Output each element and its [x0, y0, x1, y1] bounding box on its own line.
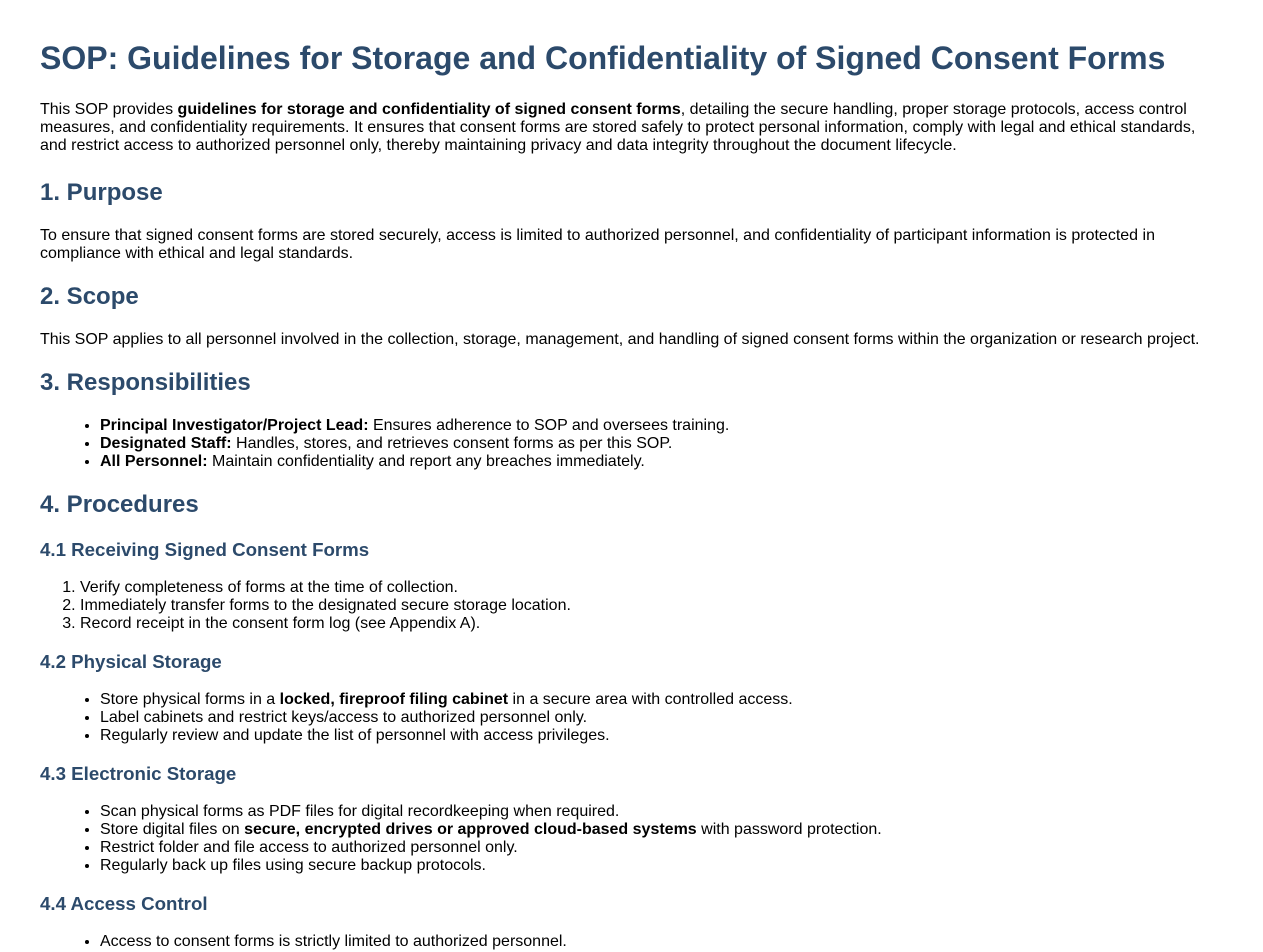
- list-item: • Access to consent forms is strictly limited to authorized personnel.: [100, 933, 1223, 951]
- role-label: Principal Investigator/Project Lead:: [100, 417, 369, 434]
- intro-paragraph: [40, 101, 1223, 155]
- list-item: [100, 453, 1223, 471]
- list-item: 1. Verify completeness of forms at the time of collection.: [80, 579, 1223, 597]
- scope-heading: 2. Scope: [40, 283, 139, 310]
- item-text: in a secure area with controlled access.: [508, 691, 793, 708]
- list-item: [100, 417, 1223, 435]
- electronic-storage-heading: 4.3 Electronic Storage: [40, 763, 237, 784]
- responsibilities-heading: 3. Responsibilities: [40, 369, 251, 396]
- item-text: with password protection.: [696, 821, 882, 838]
- scope-text: This SOP applies to all personnel involved in the collection, storage, management, and handling of signed consent forms within the organization or research project.: [40, 331, 1200, 348]
- item-text: Store physical forms in a: [100, 691, 280, 708]
- list-item: [100, 821, 1223, 839]
- intro-text-end: , detailing the secure handling, proper storage protocols, access control measures, and confidentiality requirements. It ensures that consent forms are stored safely to protect personal information, comply with legal and ethical standards, and restrict access to authorized personnel only, thereby maintaining privacy and data integrity throughout the document lifecycle.: [40, 101, 1196, 154]
- intro-text-start: This SOP provides: [40, 101, 178, 118]
- list-item: • Scan physical forms as PDF files for digital recordkeeping when required.: [100, 803, 1223, 821]
- list-item: • Restrict folder and file access to authorized personnel only.: [100, 839, 1223, 857]
- physical-storage-list: [40, 691, 1223, 745]
- procedures-heading: 4. Procedures: [40, 491, 199, 518]
- purpose-heading: 1. Purpose: [40, 179, 163, 206]
- access-control-heading: 4.4 Access Control: [40, 893, 208, 914]
- electronic-storage-list: [40, 803, 1223, 875]
- purpose-text: To ensure that signed consent forms are stored securely, access is limited to authorized personnel, and confidentiality of participant information is protected in compliance with ethical and legal standards.: [40, 227, 1155, 262]
- list-item: • Regularly review and update the list of personnel with access privileges.: [100, 727, 1223, 745]
- receiving-list: [40, 579, 1223, 633]
- item-bold-text: locked, fireproof filing cabinet: [279, 691, 509, 708]
- access-control-list: [40, 933, 1223, 951]
- intro-bold-text: guidelines for storage and confidentiality of signed consent forms: [177, 101, 681, 118]
- item-bold-text: secure, encrypted drives or approved cloud-based systems: [244, 821, 697, 838]
- list-item: [100, 435, 1223, 453]
- list-item: [100, 691, 1223, 709]
- page-title: SOP: Guidelines for Storage and Confidentiality of Signed Consent Forms: [40, 40, 1166, 76]
- role-description: Maintain confidentiality and report any breaches immediately.: [207, 453, 645, 470]
- role-label: Designated Staff:: [100, 435, 232, 452]
- responsibilities-list: [40, 417, 1223, 471]
- list-item: 3. Record receipt in the consent form log (see Appendix A).: [80, 615, 1223, 633]
- role-description: Handles, stores, and retrieves consent forms as per this SOP.: [231, 435, 673, 452]
- receiving-heading: 4.1 Receiving Signed Consent Forms: [40, 539, 370, 560]
- list-item: • Regularly back up files using secure backup protocols.: [100, 857, 1223, 875]
- list-item: 2. Immediately transfer forms to the designated secure storage location.: [80, 597, 1223, 615]
- list-item: • Label cabinets and restrict keys/access to authorized personnel only.: [100, 709, 1223, 727]
- item-text: Store digital files on: [100, 821, 245, 838]
- role-label: All Personnel:: [100, 453, 208, 470]
- role-description: Ensures adherence to SOP and oversees training.: [368, 417, 730, 434]
- physical-storage-heading: 4.2 Physical Storage: [40, 651, 222, 672]
